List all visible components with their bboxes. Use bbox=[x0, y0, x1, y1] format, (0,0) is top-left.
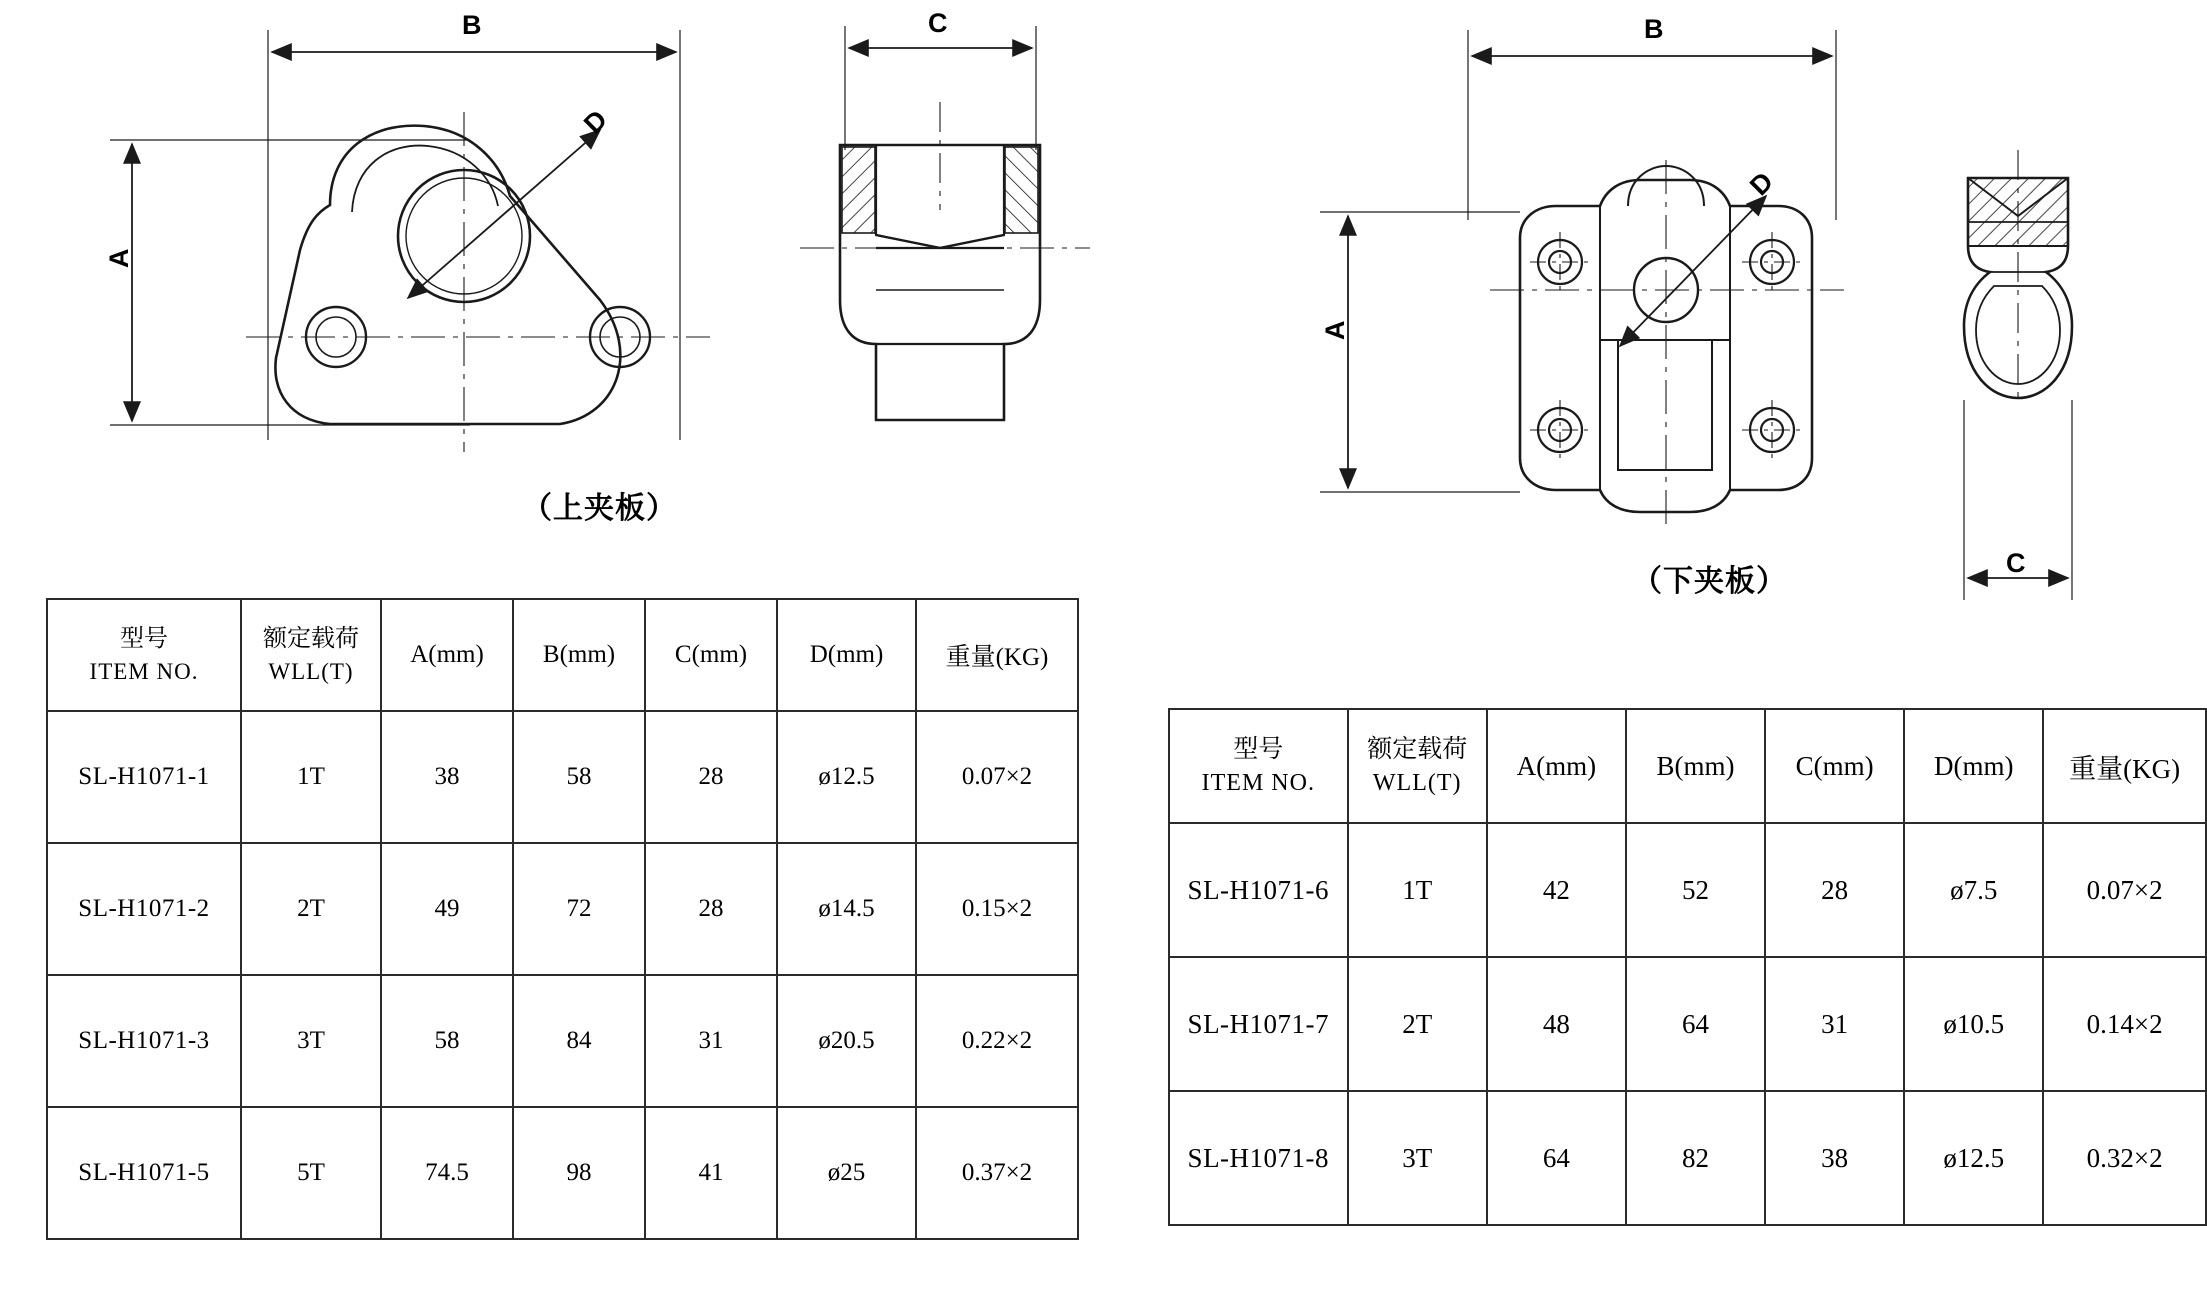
dim-label-b-upper: B bbox=[462, 10, 483, 40]
dim-label-a-upper: A bbox=[104, 247, 134, 268]
cell-item-no: SL-H1071-7 bbox=[1169, 957, 1348, 1091]
cell-item-no: SL-H1071-1 bbox=[47, 711, 241, 843]
header-item-no-cn: 型号 bbox=[120, 626, 168, 653]
header-a: A(mm) bbox=[381, 599, 513, 711]
table-header-row bbox=[1169, 709, 2206, 823]
cell-wll: 1T bbox=[1348, 823, 1487, 957]
table-header-row bbox=[47, 599, 1078, 711]
cell-b: 52 bbox=[1626, 823, 1765, 957]
cell-d: ø25 bbox=[777, 1107, 916, 1239]
cell-weight: 0.07×2 bbox=[2043, 823, 2206, 957]
caption-lower-plate: （下夹板） bbox=[1632, 565, 1787, 598]
table-row bbox=[1169, 957, 2206, 1091]
cell-a: 49 bbox=[381, 843, 513, 975]
cell-weight: 0.32×2 bbox=[2043, 1091, 2206, 1225]
cell-c: 31 bbox=[1765, 957, 1904, 1091]
dim-label-d-lower: D bbox=[1744, 165, 1780, 202]
cell-weight: 0.07×2 bbox=[916, 711, 1078, 843]
dim-label-b-lower: B bbox=[1644, 14, 1665, 44]
cell-a: 38 bbox=[381, 711, 513, 843]
cell-b: 72 bbox=[513, 843, 645, 975]
header-wll bbox=[241, 599, 381, 711]
cell-b: 98 bbox=[513, 1107, 645, 1239]
header-item-no-en: ITEM NO. bbox=[89, 658, 199, 684]
header-wll bbox=[1348, 709, 1487, 823]
cell-weight: 0.14×2 bbox=[2043, 957, 2206, 1091]
dim-label-a-lower: A bbox=[1320, 319, 1350, 340]
cell-item-no: SL-H1071-3 bbox=[47, 975, 241, 1107]
cell-b: 82 bbox=[1626, 1091, 1765, 1225]
header-d: D(mm) bbox=[777, 599, 916, 711]
table-row bbox=[47, 711, 1078, 843]
header-c: C(mm) bbox=[645, 599, 777, 711]
cell-a: 58 bbox=[381, 975, 513, 1107]
header-wll-cn: 额定载荷 bbox=[263, 626, 359, 653]
cell-d: ø12.5 bbox=[777, 711, 916, 843]
header-weight: 重量(KG) bbox=[916, 599, 1078, 711]
header-item-no-cn: 型号 bbox=[1233, 735, 1284, 763]
cell-weight: 0.15×2 bbox=[916, 843, 1078, 975]
cell-c: 28 bbox=[645, 843, 777, 975]
cell-a: 48 bbox=[1487, 957, 1626, 1091]
cell-d: ø10.5 bbox=[1904, 957, 2043, 1091]
cell-wll: 1T bbox=[241, 711, 381, 843]
cell-wll: 3T bbox=[1348, 1091, 1487, 1225]
table-row bbox=[47, 975, 1078, 1107]
cell-item-no: SL-H1071-8 bbox=[1169, 1091, 1348, 1225]
cell-d: ø7.5 bbox=[1904, 823, 2043, 957]
upper-plate-spec-table bbox=[46, 598, 1079, 1240]
table-row bbox=[47, 1107, 1078, 1239]
dim-label-c-upper: C bbox=[928, 8, 949, 38]
header-item-no bbox=[47, 599, 241, 711]
header-item-no bbox=[1169, 709, 1348, 823]
cell-item-no: SL-H1071-5 bbox=[47, 1107, 241, 1239]
cell-c: 38 bbox=[1765, 1091, 1904, 1225]
cell-a: 64 bbox=[1487, 1091, 1626, 1225]
header-weight: 重量(KG) bbox=[2043, 709, 2206, 823]
caption-upper-plate: （上夹板） bbox=[522, 492, 677, 525]
cell-d: ø14.5 bbox=[777, 843, 916, 975]
cell-a: 74.5 bbox=[381, 1107, 513, 1239]
cell-c: 28 bbox=[1765, 823, 1904, 957]
header-b: B(mm) bbox=[513, 599, 645, 711]
cell-c: 28 bbox=[645, 711, 777, 843]
header-item-no-en: ITEM NO. bbox=[1201, 769, 1315, 796]
header-c: C(mm) bbox=[1765, 709, 1904, 823]
dim-label-c-lower: C bbox=[2006, 548, 2027, 578]
cell-item-no: SL-H1071-2 bbox=[47, 843, 241, 975]
cell-c: 41 bbox=[645, 1107, 777, 1239]
lower-plate-spec-table bbox=[1168, 708, 2207, 1226]
table-row bbox=[1169, 1091, 2206, 1225]
header-a: A(mm) bbox=[1487, 709, 1626, 823]
cell-a: 42 bbox=[1487, 823, 1626, 957]
cell-wll: 2T bbox=[241, 843, 381, 975]
dim-label-d-upper: D bbox=[578, 103, 614, 140]
header-wll-en: WLL(T) bbox=[1372, 769, 1462, 796]
cell-weight: 0.22×2 bbox=[916, 975, 1078, 1107]
table-row bbox=[1169, 823, 2206, 957]
cell-item-no: SL-H1071-6 bbox=[1169, 823, 1348, 957]
cell-d: ø12.5 bbox=[1904, 1091, 2043, 1225]
cell-wll: 2T bbox=[1348, 957, 1487, 1091]
table-row bbox=[47, 843, 1078, 975]
header-wll-en: WLL(T) bbox=[268, 658, 354, 684]
cell-b: 58 bbox=[513, 711, 645, 843]
cell-d: ø20.5 bbox=[777, 975, 916, 1107]
cell-wll: 3T bbox=[241, 975, 381, 1107]
cell-wll: 5T bbox=[241, 1107, 381, 1239]
cell-c: 31 bbox=[645, 975, 777, 1107]
cell-b: 84 bbox=[513, 975, 645, 1107]
header-b: B(mm) bbox=[1626, 709, 1765, 823]
cell-weight: 0.37×2 bbox=[916, 1107, 1078, 1239]
header-d: D(mm) bbox=[1904, 709, 2043, 823]
cell-b: 64 bbox=[1626, 957, 1765, 1091]
header-wll-cn: 额定载荷 bbox=[1367, 735, 1468, 763]
